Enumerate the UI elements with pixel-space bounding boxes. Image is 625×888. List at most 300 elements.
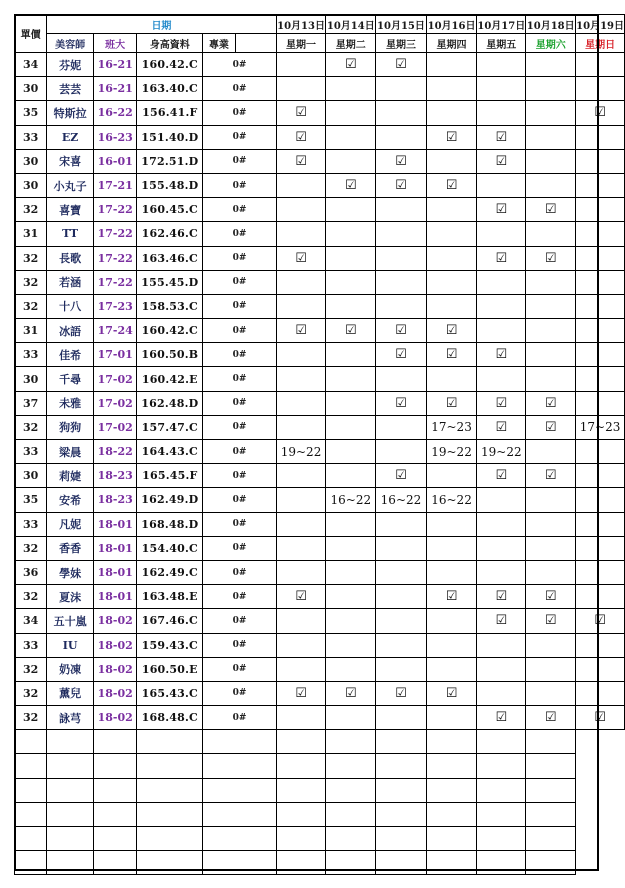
- time-slot-cell[interactable]: 17~23: [576, 415, 625, 439]
- specialty-cell[interactable]: 0#: [203, 633, 276, 657]
- beautician-name-cell[interactable]: 宋喜: [47, 149, 94, 173]
- day-cell[interactable]: [477, 270, 526, 294]
- empty-cell[interactable]: [137, 802, 203, 826]
- day-cell[interactable]: [576, 198, 625, 222]
- table-row[interactable]: [15, 585, 625, 609]
- day-cell[interactable]: [526, 222, 576, 246]
- day-cell[interactable]: [426, 246, 477, 270]
- empty-cell[interactable]: [477, 851, 526, 875]
- price-cell[interactable]: 32: [15, 681, 47, 705]
- day-cell[interactable]: [326, 343, 376, 367]
- empty-row[interactable]: [15, 754, 625, 778]
- checked-cell[interactable]: ☑: [576, 706, 625, 730]
- table-row[interactable]: [15, 294, 625, 318]
- price-cell[interactable]: 33: [15, 512, 47, 536]
- checked-cell[interactable]: ☑: [477, 198, 526, 222]
- specialty-cell[interactable]: 0#: [203, 706, 276, 730]
- day-cell[interactable]: [477, 488, 526, 512]
- specialty-cell[interactable]: 0#: [203, 77, 276, 101]
- empty-cell[interactable]: [477, 730, 526, 754]
- table-row[interactable]: [15, 706, 625, 730]
- day-cell[interactable]: [276, 464, 326, 488]
- empty-cell[interactable]: [276, 778, 326, 802]
- specialty-cell[interactable]: 0#: [203, 149, 276, 173]
- empty-cell[interactable]: [94, 778, 137, 802]
- price-cell[interactable]: 32: [15, 585, 47, 609]
- beautician-name-cell[interactable]: 十八: [47, 294, 94, 318]
- specialty-cell[interactable]: 0#: [203, 173, 276, 197]
- day-cell[interactable]: [376, 633, 427, 657]
- day-cell[interactable]: [376, 609, 427, 633]
- class-cell[interactable]: 18-01: [94, 560, 137, 584]
- table-row[interactable]: [15, 609, 625, 633]
- checked-cell[interactable]: ☑: [426, 681, 477, 705]
- checked-cell[interactable]: ☑: [526, 246, 576, 270]
- day-cell[interactable]: [376, 367, 427, 391]
- beautician-name-cell[interactable]: 小丸子: [47, 173, 94, 197]
- day-cell[interactable]: [576, 53, 625, 77]
- specialty-cell[interactable]: 0#: [203, 246, 276, 270]
- table-row[interactable]: [15, 53, 625, 77]
- price-cell[interactable]: 32: [15, 706, 47, 730]
- class-cell[interactable]: 17-22: [94, 246, 137, 270]
- empty-cell[interactable]: [15, 778, 47, 802]
- empty-cell[interactable]: [137, 778, 203, 802]
- beautician-name-cell[interactable]: 若涵: [47, 270, 94, 294]
- table-row[interactable]: [15, 681, 625, 705]
- day-cell[interactable]: [276, 560, 326, 584]
- empty-cell[interactable]: [15, 827, 47, 851]
- day-cell[interactable]: [276, 657, 326, 681]
- price-cell[interactable]: 33: [15, 125, 47, 149]
- beautician-name-cell[interactable]: 冰語: [47, 319, 94, 343]
- checked-cell[interactable]: ☑: [326, 319, 376, 343]
- specialty-cell[interactable]: 0#: [203, 415, 276, 439]
- empty-cell[interactable]: [426, 778, 477, 802]
- time-slot-cell[interactable]: 19~22: [477, 440, 526, 464]
- price-cell[interactable]: 32: [15, 294, 47, 318]
- price-cell[interactable]: 33: [15, 343, 47, 367]
- day-cell[interactable]: [477, 512, 526, 536]
- empty-cell[interactable]: [477, 802, 526, 826]
- price-cell[interactable]: 32: [15, 198, 47, 222]
- day-cell[interactable]: [426, 512, 477, 536]
- checked-cell[interactable]: ☑: [276, 246, 326, 270]
- beautician-name-cell[interactable]: 特斯拉: [47, 101, 94, 125]
- empty-cell[interactable]: [47, 778, 94, 802]
- time-slot-cell[interactable]: 16~22: [376, 488, 427, 512]
- day-cell[interactable]: [326, 633, 376, 657]
- empty-cell[interactable]: [94, 802, 137, 826]
- day-cell[interactable]: [276, 488, 326, 512]
- specialty-cell[interactable]: 0#: [203, 367, 276, 391]
- class-cell[interactable]: 18-22: [94, 440, 137, 464]
- specialty-cell[interactable]: 0#: [203, 222, 276, 246]
- day-cell[interactable]: [376, 706, 427, 730]
- beautician-name-cell[interactable]: TT: [47, 222, 94, 246]
- class-cell[interactable]: 18-23: [94, 488, 137, 512]
- table-row[interactable]: [15, 319, 625, 343]
- height-cell[interactable]: 168.48.D: [137, 512, 203, 536]
- table-row[interactable]: [15, 488, 625, 512]
- height-cell[interactable]: 160.42.C: [137, 53, 203, 77]
- height-cell[interactable]: 154.40.C: [137, 536, 203, 560]
- class-cell[interactable]: 18-23: [94, 464, 137, 488]
- day-cell[interactable]: [576, 657, 625, 681]
- height-cell[interactable]: 162.49.D: [137, 488, 203, 512]
- day-cell[interactable]: [276, 609, 326, 633]
- specialty-cell[interactable]: 0#: [203, 125, 276, 149]
- height-cell[interactable]: 160.50.E: [137, 657, 203, 681]
- day-cell[interactable]: [477, 633, 526, 657]
- day-cell[interactable]: [576, 77, 625, 101]
- day-cell[interactable]: [426, 633, 477, 657]
- day-cell[interactable]: [426, 101, 477, 125]
- empty-cell[interactable]: [526, 778, 576, 802]
- height-cell[interactable]: 155.48.D: [137, 173, 203, 197]
- price-cell[interactable]: 33: [15, 633, 47, 657]
- checked-cell[interactable]: ☑: [376, 53, 427, 77]
- day-cell[interactable]: [326, 657, 376, 681]
- day-cell[interactable]: [326, 198, 376, 222]
- class-cell[interactable]: 17-24: [94, 319, 137, 343]
- day-cell[interactable]: [576, 149, 625, 173]
- table-row[interactable]: [15, 173, 625, 197]
- price-cell[interactable]: 31: [15, 319, 47, 343]
- empty-cell[interactable]: [526, 730, 576, 754]
- price-cell[interactable]: 31: [15, 222, 47, 246]
- checked-cell[interactable]: ☑: [526, 585, 576, 609]
- price-cell[interactable]: 36: [15, 560, 47, 584]
- checked-cell[interactable]: ☑: [426, 343, 477, 367]
- checked-cell[interactable]: ☑: [276, 585, 326, 609]
- specialty-cell[interactable]: 0#: [203, 440, 276, 464]
- class-cell[interactable]: 18-02: [94, 633, 137, 657]
- checked-cell[interactable]: ☑: [426, 319, 477, 343]
- empty-cell[interactable]: [276, 754, 326, 778]
- checked-cell[interactable]: ☑: [326, 53, 376, 77]
- checked-cell[interactable]: ☑: [477, 415, 526, 439]
- height-cell[interactable]: 163.46.C: [137, 246, 203, 270]
- price-cell[interactable]: 33: [15, 440, 47, 464]
- specialty-cell[interactable]: 0#: [203, 464, 276, 488]
- day-cell[interactable]: [426, 149, 477, 173]
- beautician-name-cell[interactable]: 梁晨: [47, 440, 94, 464]
- class-cell[interactable]: 17-02: [94, 367, 137, 391]
- specialty-cell[interactable]: 0#: [203, 585, 276, 609]
- empty-cell[interactable]: [526, 827, 576, 851]
- day-cell[interactable]: [526, 488, 576, 512]
- day-cell[interactable]: [376, 222, 427, 246]
- empty-cell[interactable]: [15, 754, 47, 778]
- day-cell[interactable]: [426, 464, 477, 488]
- day-cell[interactable]: [576, 633, 625, 657]
- empty-cell[interactable]: [47, 754, 94, 778]
- day-cell[interactable]: [426, 198, 477, 222]
- day-cell[interactable]: [576, 125, 625, 149]
- class-cell[interactable]: 16-21: [94, 53, 137, 77]
- day-cell[interactable]: [526, 536, 576, 560]
- table-row[interactable]: [15, 149, 625, 173]
- day-cell[interactable]: [376, 657, 427, 681]
- day-cell[interactable]: [326, 391, 376, 415]
- checked-cell[interactable]: ☑: [477, 391, 526, 415]
- day-cell[interactable]: [426, 560, 477, 584]
- price-cell[interactable]: 34: [15, 609, 47, 633]
- empty-cell[interactable]: [326, 802, 376, 826]
- day-cell[interactable]: [326, 222, 376, 246]
- beautician-name-cell[interactable]: 凡妮: [47, 512, 94, 536]
- day-cell[interactable]: [326, 367, 376, 391]
- checked-cell[interactable]: ☑: [376, 464, 427, 488]
- class-cell[interactable]: 16-21: [94, 77, 137, 101]
- checked-cell[interactable]: ☑: [477, 149, 526, 173]
- height-cell[interactable]: 162.46.C: [137, 222, 203, 246]
- day-cell[interactable]: [326, 536, 376, 560]
- price-cell[interactable]: 35: [15, 488, 47, 512]
- empty-cell[interactable]: [276, 851, 326, 875]
- day-cell[interactable]: [526, 270, 576, 294]
- empty-cell[interactable]: [203, 730, 276, 754]
- checked-cell[interactable]: ☑: [376, 149, 427, 173]
- table-row[interactable]: [15, 101, 625, 125]
- beautician-name-cell[interactable]: EZ: [47, 125, 94, 149]
- day-cell[interactable]: [376, 77, 427, 101]
- day-cell[interactable]: [376, 246, 427, 270]
- empty-cell[interactable]: [326, 827, 376, 851]
- day-cell[interactable]: [576, 464, 625, 488]
- beautician-name-cell[interactable]: IU: [47, 633, 94, 657]
- day-cell[interactable]: [276, 633, 326, 657]
- price-cell[interactable]: 32: [15, 270, 47, 294]
- checked-cell[interactable]: ☑: [426, 585, 477, 609]
- empty-cell[interactable]: [137, 754, 203, 778]
- specialty-cell[interactable]: 0#: [203, 391, 276, 415]
- specialty-cell[interactable]: 0#: [203, 294, 276, 318]
- checked-cell[interactable]: ☑: [526, 464, 576, 488]
- checked-cell[interactable]: ☑: [477, 609, 526, 633]
- empty-cell[interactable]: [94, 827, 137, 851]
- day-cell[interactable]: [526, 53, 576, 77]
- day-cell[interactable]: [326, 415, 376, 439]
- day-cell[interactable]: [526, 512, 576, 536]
- price-cell[interactable]: 32: [15, 657, 47, 681]
- empty-cell[interactable]: [15, 730, 47, 754]
- day-cell[interactable]: [326, 246, 376, 270]
- table-row[interactable]: [15, 560, 625, 584]
- day-cell[interactable]: [526, 149, 576, 173]
- class-cell[interactable]: 17-23: [94, 294, 137, 318]
- day-cell[interactable]: [376, 560, 427, 584]
- empty-cell[interactable]: [15, 851, 47, 875]
- specialty-cell[interactable]: 0#: [203, 609, 276, 633]
- day-cell[interactable]: [326, 560, 376, 584]
- day-cell[interactable]: [477, 77, 526, 101]
- checked-cell[interactable]: ☑: [376, 681, 427, 705]
- day-cell[interactable]: [326, 294, 376, 318]
- day-cell[interactable]: [276, 77, 326, 101]
- empty-cell[interactable]: [47, 730, 94, 754]
- checked-cell[interactable]: ☑: [426, 391, 477, 415]
- class-cell[interactable]: 18-01: [94, 585, 137, 609]
- height-cell[interactable]: 151.40.D: [137, 125, 203, 149]
- checked-cell[interactable]: ☑: [276, 681, 326, 705]
- table-row[interactable]: [15, 198, 625, 222]
- day-cell[interactable]: [576, 319, 625, 343]
- table-row[interactable]: [15, 343, 625, 367]
- empty-row[interactable]: [15, 802, 625, 826]
- empty-cell[interactable]: [326, 730, 376, 754]
- empty-cell[interactable]: [326, 778, 376, 802]
- checked-cell[interactable]: ☑: [376, 391, 427, 415]
- day-cell[interactable]: [477, 319, 526, 343]
- table-row[interactable]: [15, 440, 625, 464]
- specialty-cell[interactable]: 0#: [203, 560, 276, 584]
- height-cell[interactable]: 163.48.E: [137, 585, 203, 609]
- beautician-name-cell[interactable]: 詠芎: [47, 706, 94, 730]
- checked-cell[interactable]: ☑: [426, 125, 477, 149]
- beautician-name-cell[interactable]: 長歌: [47, 246, 94, 270]
- day-cell[interactable]: [526, 319, 576, 343]
- class-cell[interactable]: 18-01: [94, 536, 137, 560]
- day-cell[interactable]: [276, 173, 326, 197]
- price-cell[interactable]: 32: [15, 246, 47, 270]
- table-row[interactable]: [15, 512, 625, 536]
- beautician-name-cell[interactable]: 學妹: [47, 560, 94, 584]
- price-cell[interactable]: 32: [15, 536, 47, 560]
- day-cell[interactable]: [526, 367, 576, 391]
- time-slot-cell[interactable]: 16~22: [426, 488, 477, 512]
- price-cell[interactable]: 30: [15, 464, 47, 488]
- beautician-name-cell[interactable]: 芬妮: [47, 53, 94, 77]
- checked-cell[interactable]: ☑: [576, 101, 625, 125]
- checked-cell[interactable]: ☑: [326, 173, 376, 197]
- checked-cell[interactable]: ☑: [477, 246, 526, 270]
- empty-row[interactable]: [15, 827, 625, 851]
- empty-cell[interactable]: [15, 802, 47, 826]
- empty-cell[interactable]: [203, 827, 276, 851]
- table-row[interactable]: [15, 415, 625, 439]
- day-cell[interactable]: [276, 198, 326, 222]
- checked-cell[interactable]: ☑: [276, 101, 326, 125]
- day-cell[interactable]: [526, 294, 576, 318]
- height-cell[interactable]: 163.40.C: [137, 77, 203, 101]
- table-row[interactable]: [15, 367, 625, 391]
- beautician-name-cell[interactable]: 狗狗: [47, 415, 94, 439]
- day-cell[interactable]: [276, 270, 326, 294]
- beautician-name-cell[interactable]: 安希: [47, 488, 94, 512]
- height-cell[interactable]: 165.45.F: [137, 464, 203, 488]
- empty-cell[interactable]: [376, 754, 427, 778]
- class-cell[interactable]: 17-01: [94, 343, 137, 367]
- day-cell[interactable]: [576, 367, 625, 391]
- day-cell[interactable]: [326, 270, 376, 294]
- beautician-name-cell[interactable]: 奶凍: [47, 657, 94, 681]
- day-cell[interactable]: [276, 415, 326, 439]
- specialty-cell[interactable]: 0#: [203, 657, 276, 681]
- specialty-cell[interactable]: 0#: [203, 270, 276, 294]
- checked-cell[interactable]: ☑: [477, 464, 526, 488]
- empty-cell[interactable]: [526, 754, 576, 778]
- day-cell[interactable]: [426, 222, 477, 246]
- day-cell[interactable]: [326, 585, 376, 609]
- class-cell[interactable]: 16-01: [94, 149, 137, 173]
- table-row[interactable]: [15, 270, 625, 294]
- day-cell[interactable]: [526, 77, 576, 101]
- day-cell[interactable]: [376, 585, 427, 609]
- day-cell[interactable]: [376, 270, 427, 294]
- day-cell[interactable]: [326, 512, 376, 536]
- empty-cell[interactable]: [137, 827, 203, 851]
- height-cell[interactable]: 164.43.C: [137, 440, 203, 464]
- day-cell[interactable]: [526, 125, 576, 149]
- day-cell[interactable]: [426, 53, 477, 77]
- day-cell[interactable]: [576, 440, 625, 464]
- day-cell[interactable]: [526, 173, 576, 197]
- empty-cell[interactable]: [137, 851, 203, 875]
- day-cell[interactable]: [376, 440, 427, 464]
- day-cell[interactable]: [526, 681, 576, 705]
- table-row[interactable]: [15, 222, 625, 246]
- specialty-cell[interactable]: 0#: [203, 681, 276, 705]
- checked-cell[interactable]: ☑: [526, 198, 576, 222]
- empty-cell[interactable]: [526, 802, 576, 826]
- day-cell[interactable]: [276, 367, 326, 391]
- price-cell[interactable]: 35: [15, 101, 47, 125]
- class-cell[interactable]: 17-02: [94, 415, 137, 439]
- height-cell[interactable]: 158.53.C: [137, 294, 203, 318]
- checked-cell[interactable]: ☑: [526, 609, 576, 633]
- table-row[interactable]: [15, 77, 625, 101]
- checked-cell[interactable]: ☑: [477, 343, 526, 367]
- empty-cell[interactable]: [276, 730, 326, 754]
- table-row[interactable]: [15, 464, 625, 488]
- day-cell[interactable]: [526, 657, 576, 681]
- empty-cell[interactable]: [47, 851, 94, 875]
- empty-row[interactable]: [15, 778, 625, 802]
- day-cell[interactable]: [326, 125, 376, 149]
- price-cell[interactable]: 30: [15, 77, 47, 101]
- checked-cell[interactable]: ☑: [276, 149, 326, 173]
- day-cell[interactable]: [477, 536, 526, 560]
- empty-cell[interactable]: [47, 827, 94, 851]
- class-cell[interactable]: 16-23: [94, 125, 137, 149]
- day-cell[interactable]: [576, 560, 625, 584]
- price-cell[interactable]: 30: [15, 173, 47, 197]
- day-cell[interactable]: [576, 585, 625, 609]
- day-cell[interactable]: [426, 367, 477, 391]
- height-cell[interactable]: 157.47.C: [137, 415, 203, 439]
- height-cell[interactable]: 160.45.C: [137, 198, 203, 222]
- empty-row[interactable]: [15, 851, 625, 875]
- day-cell[interactable]: [326, 101, 376, 125]
- day-cell[interactable]: [477, 101, 526, 125]
- day-cell[interactable]: [426, 294, 477, 318]
- day-cell[interactable]: [426, 706, 477, 730]
- day-cell[interactable]: [426, 270, 477, 294]
- empty-cell[interactable]: [203, 802, 276, 826]
- day-cell[interactable]: [276, 294, 326, 318]
- day-cell[interactable]: [576, 270, 625, 294]
- specialty-cell[interactable]: 0#: [203, 198, 276, 222]
- time-slot-cell[interactable]: 19~22: [276, 440, 326, 464]
- checked-cell[interactable]: ☑: [477, 706, 526, 730]
- specialty-cell[interactable]: 0#: [203, 53, 276, 77]
- day-cell[interactable]: [376, 415, 427, 439]
- day-cell[interactable]: [326, 464, 376, 488]
- checked-cell[interactable]: ☑: [526, 706, 576, 730]
- empty-cell[interactable]: [376, 802, 427, 826]
